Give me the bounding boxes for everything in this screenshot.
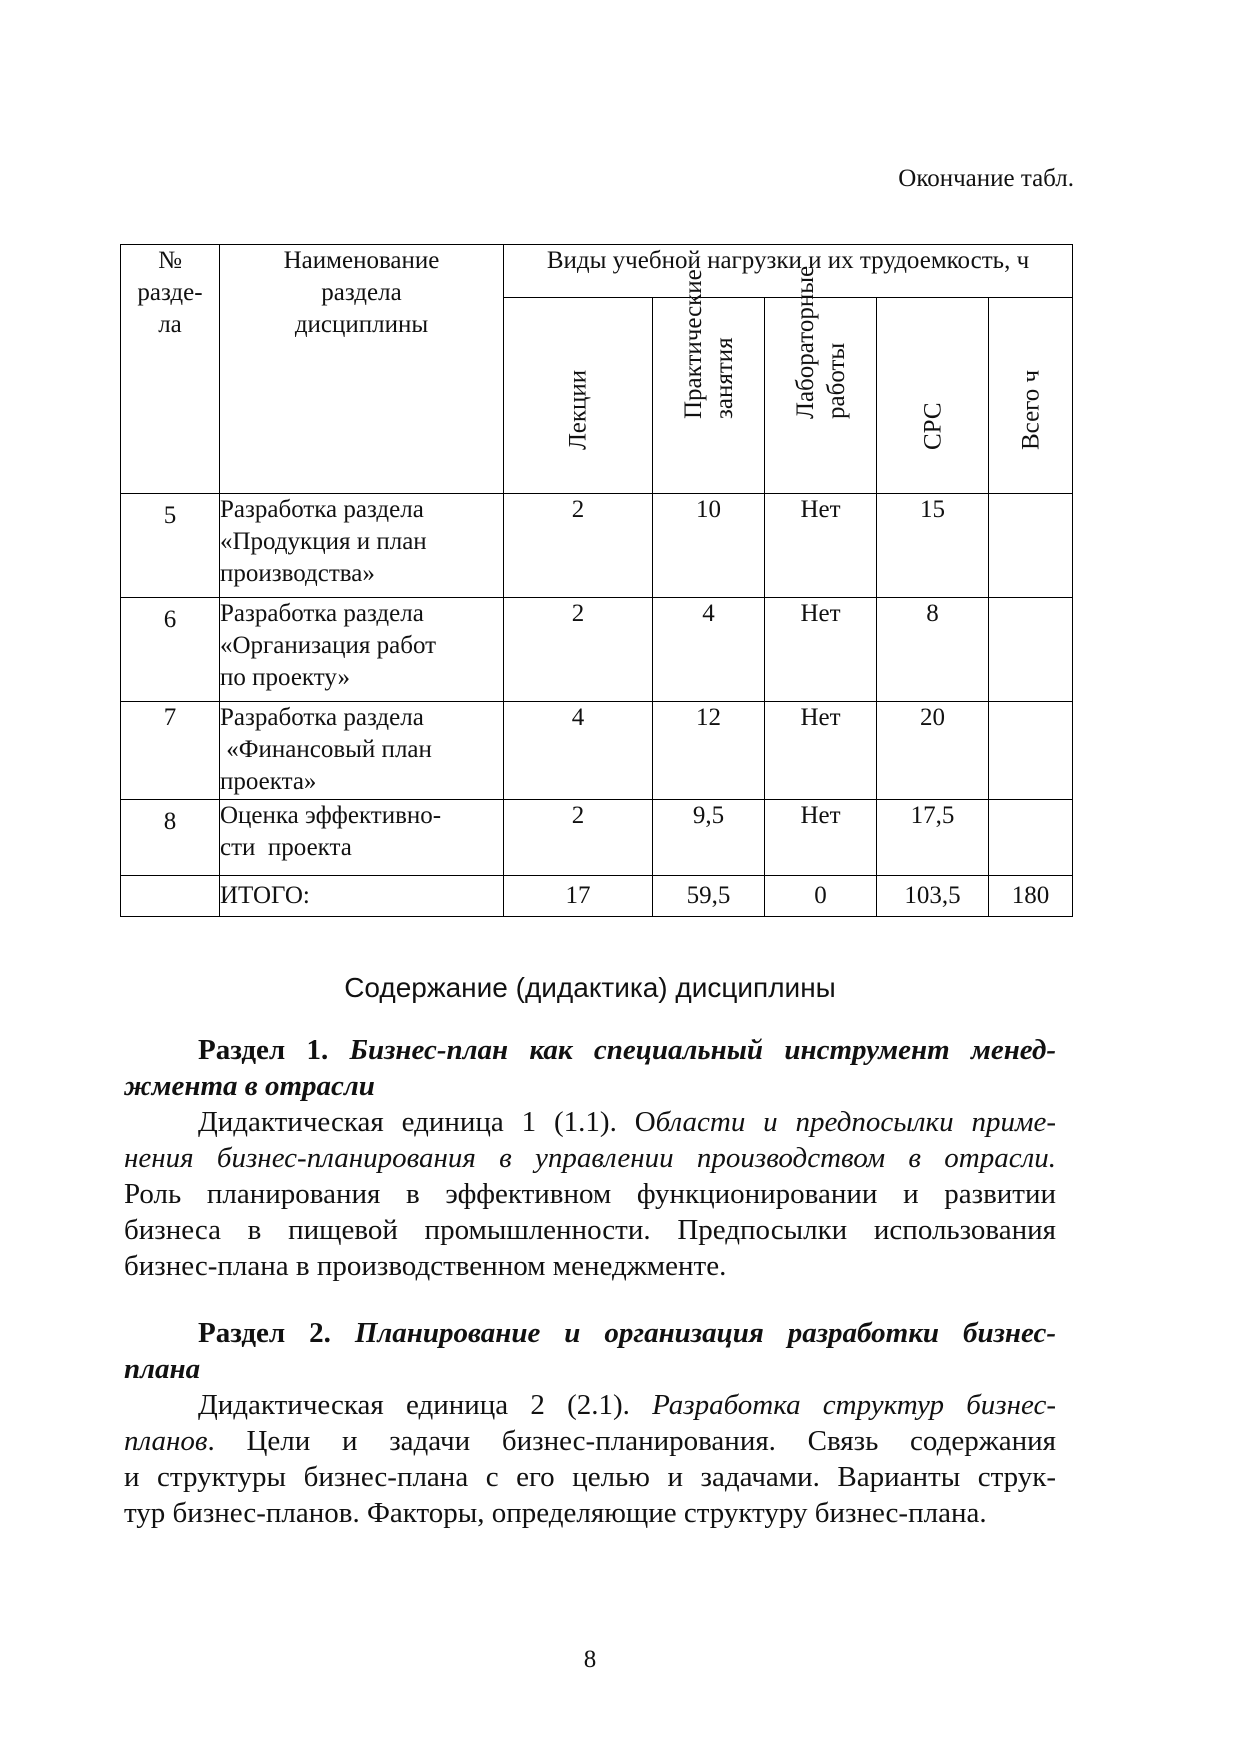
section-1-body-line: бизнес-плана в производственном менеджменте. [124, 1250, 727, 1282]
row-name: Оценка эффективно- сти проекта [220, 800, 504, 876]
cell-srs: 20 [877, 702, 989, 800]
total-laboratory: 0 [765, 876, 877, 917]
total-lectures: 17 [504, 876, 653, 917]
header-section-name: Наименование раздела дисциплины [220, 245, 504, 494]
section-2-title-cont: плана [124, 1353, 201, 1385]
row-number: 5 [121, 494, 220, 598]
row-number: 6 [121, 598, 220, 702]
header-lectures: Лекции [504, 298, 653, 494]
cell-total [989, 598, 1073, 702]
total-hours: 180 [989, 876, 1073, 917]
table-row [121, 800, 1073, 876]
cell-laboratory: Нет [765, 494, 877, 598]
section-2-body-line: . Цели и задачи бизнес-планирования. Связь содержания [207, 1425, 1056, 1457]
section-2 [124, 1315, 1056, 1531]
section-1-title-cont: жмента в отрасли [124, 1070, 375, 1102]
section-2-body-line: и структуры бизнес-плана с его целью и задачами. Варианты струк- [124, 1461, 1056, 1493]
cell-srs: 17,5 [877, 800, 989, 876]
cell-lectures: 2 [504, 494, 653, 598]
header-workload-group: Виды учебной нагрузки и их трудоемкость, ч [504, 245, 1073, 298]
total-row-number [121, 876, 220, 917]
cell-srs: 8 [877, 598, 989, 702]
cell-total [989, 800, 1073, 876]
table-row [121, 702, 1073, 800]
section-2-label: Раздел 2. [198, 1317, 331, 1349]
row-name: Разработка раздела «Продукция и план производства» [220, 494, 504, 598]
cell-practical: 10 [653, 494, 765, 598]
unit-2-title: Разработка структур бизнес- [652, 1389, 1057, 1421]
row-name: Разработка раздела «Организация работ по проекту» [220, 598, 504, 702]
total-practical: 59,5 [653, 876, 765, 917]
cell-lectures: 2 [504, 598, 653, 702]
cell-practical: 12 [653, 702, 765, 800]
header-laboratory: Лабораторные работы [765, 298, 877, 494]
unit-1-label: Дидактическая единица 1 (1.1). О [198, 1106, 656, 1138]
header-practical: Практические занятия [653, 298, 765, 494]
cell-laboratory: Нет [765, 702, 877, 800]
total-srs: 103,5 [877, 876, 989, 917]
cell-laboratory: Нет [765, 598, 877, 702]
cell-total [989, 702, 1073, 800]
cell-lectures: 4 [504, 702, 653, 800]
cell-laboratory: Нет [765, 800, 877, 876]
table-row [121, 598, 1073, 702]
row-number: 8 [121, 800, 220, 876]
section-1-title: Бизнес-план как специальный инструмент менед- [349, 1034, 1057, 1066]
row-name: Разработка раздела «Финансовый план проекта» [220, 702, 504, 800]
page-number: 8 [583, 1646, 597, 1673]
cell-total [989, 494, 1073, 598]
section-1 [124, 1032, 1056, 1284]
table-continuation-caption: Окончание табл. [898, 165, 1074, 192]
workload-table [120, 244, 1073, 917]
section-1-label: Раздел 1. [198, 1034, 329, 1066]
cell-lectures: 2 [504, 800, 653, 876]
section-1-body-line: Роль планирования в эффективном функционировании и развитии [124, 1178, 1056, 1210]
discipline-content-heading: Содержание (дидактика) дисциплины [344, 972, 836, 1003]
cell-practical: 4 [653, 598, 765, 702]
header-srs: СРС [877, 298, 989, 494]
unit-1-title: бласти и предпосылки приме- [655, 1106, 1056, 1138]
header-section-number: № разде- ла [121, 245, 220, 494]
unit-2-title-cont: планов [124, 1425, 208, 1457]
unit-2-label: Дидактическая единица 2 (2.1). [198, 1389, 630, 1421]
unit-1-title-cont: нения бизнес-планирования в управлении производством в отрасли. [124, 1142, 1056, 1174]
header-total: Всего ч [989, 298, 1073, 494]
section-2-body-line: тур бизнес-планов. Факторы, определяющие структуру бизнес-плана. [124, 1497, 987, 1529]
section-2-title: Планирование и организация разработки бизнес- [354, 1317, 1057, 1349]
section-1-body-line: бизнеса в пищевой промышленности. Предпосылки использования [124, 1214, 1056, 1246]
total-label: ИТОГО: [220, 876, 504, 917]
cell-srs: 15 [877, 494, 989, 598]
table-row [121, 494, 1073, 598]
table-total-row [121, 876, 1073, 917]
cell-practical: 9,5 [653, 800, 765, 876]
row-number: 7 [121, 702, 220, 800]
